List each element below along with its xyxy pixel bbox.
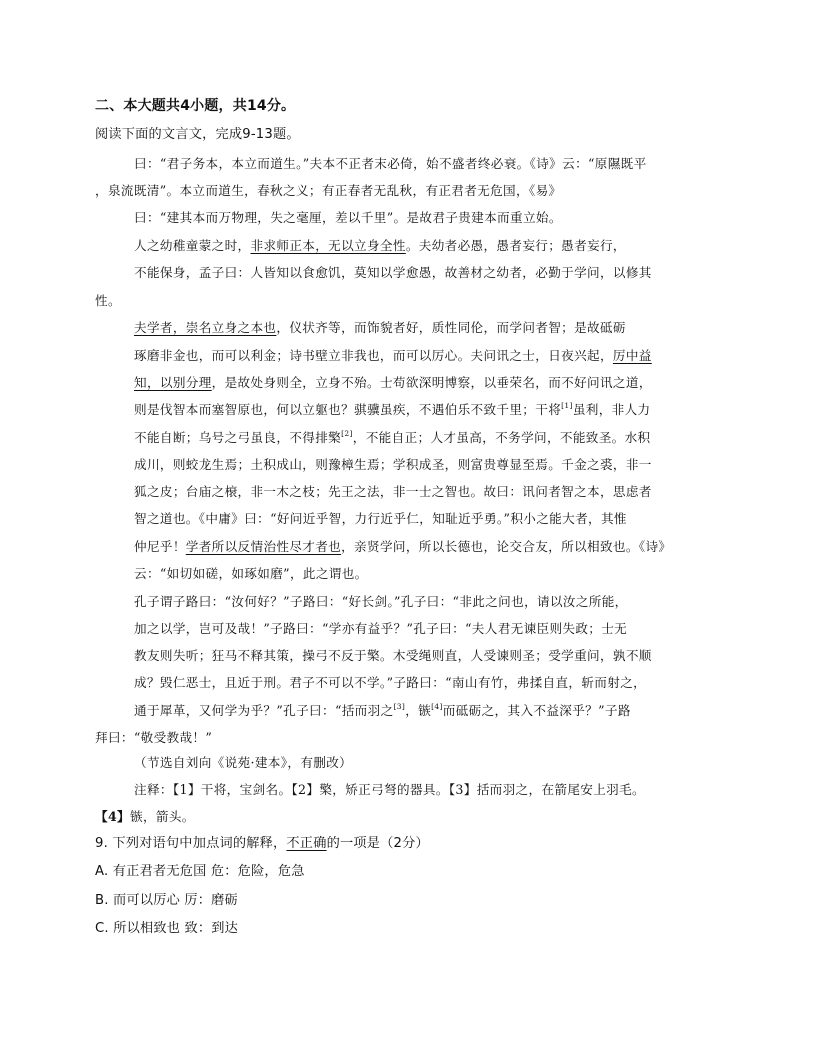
- passage-line: [134, 156, 647, 172]
- passage-line: [134, 484, 652, 500]
- footnote-marker: [4]: [431, 702, 443, 711]
- passage-text: 不能自断；乌号之弓虽良，不得排檠: [134, 430, 342, 445]
- passage-text: 成川，则蛟龙生焉；土积成山，则豫樟生焉；学积成圣，则富贵尊显至焉。千金之裘，非一: [134, 457, 652, 472]
- passage-text: 。夫幼者必愚，愚者妄行；愚者妄行，: [405, 238, 626, 253]
- passage-line: [134, 703, 631, 719]
- underlined-phrase: 夫学者，崇名立身之本也: [134, 320, 277, 335]
- passage-line: [134, 375, 652, 391]
- passage-text: ，泉流既清”。本立而道生，春秋之义；有正春者无乱秋，有正君者无危国，《易》: [95, 183, 562, 198]
- passage-text: 性。: [95, 293, 121, 308]
- passage-line: [95, 293, 121, 309]
- passage-text: 则是伐智本而塞智原也，何以立躯也？骐骥虽疾，不遇伯乐不致千里；干将: [134, 402, 562, 417]
- passage-text: 拜曰：“敬受教哉！”: [95, 730, 213, 745]
- question-stem-emphasis: 不正确: [286, 836, 327, 851]
- passage-line: [134, 621, 627, 637]
- passage-text: 人之幼稚童蒙之时，: [134, 238, 251, 253]
- annotation-line-2: [95, 809, 195, 825]
- passage-text: 不能保身，孟子曰：人皆知以食愈饥，莫知以学愈愚，故善材之幼者，必勤于学问，以修其: [134, 265, 652, 280]
- option-a: A. 有正君者无危国 危：危险，危急: [95, 864, 305, 879]
- passage-line: [134, 430, 651, 446]
- passage-text: 教友则失听；狂马不释其策，操弓不反于檠。木受绳则直，人受谏则圣；受学重问，孰不顺: [134, 648, 652, 663]
- question-stem-pre: 9. 下列对语句中加点词的解释，: [95, 836, 287, 851]
- option-b: B. 而可以厉心 厉：磨砺: [95, 893, 238, 908]
- passage-text: 智之道也。《中庸》曰：“好问近乎智，力行近乎仁，知耻近乎勇。”积小之能大者，其惟: [134, 511, 627, 526]
- passage-line: [134, 210, 562, 226]
- passage-line: [134, 320, 626, 336]
- passage-text: ，不能自正；人才虽高，不务学问，不能致圣。水积: [352, 430, 651, 445]
- passage-text: 孔子谓子路曰：“汝何好？”子路曰：“好长剑。”孔子曰：“非此之问也，请以汝之所能，: [134, 594, 628, 609]
- footnote-marker: [1]: [561, 401, 573, 410]
- passage-line: [134, 566, 368, 582]
- annotation-number: 【4】: [95, 809, 131, 824]
- footnote-marker: [2]: [341, 429, 353, 438]
- passage-line: [134, 265, 652, 281]
- passage-line: [95, 183, 561, 199]
- section-heading: 二、本大题共4小题，共14分。: [95, 98, 296, 114]
- passage-text: 仲尼乎！: [134, 539, 186, 554]
- passage-line: [134, 539, 671, 555]
- passage-text: ，是故处身则全，立身不殆。士苟欲深明博察，以垂荣名，而不好问讯之道，: [211, 375, 652, 390]
- passage-text: 云：“如切如磋，如琢如磨”，此之谓也。: [134, 566, 368, 581]
- underlined-phrase: 学者所以反情治性尽才者也: [185, 539, 342, 554]
- option-c: C. 所以相致也 致：到达: [95, 921, 239, 936]
- passage-line: [95, 730, 212, 746]
- passage-text: 而砥砺之，其入不益深乎？”子路: [442, 703, 631, 718]
- passage-text: 通于犀革，又何学为乎？”孔子曰：“括而羽之: [134, 703, 394, 718]
- underlined-phrase: 知，以别分理: [134, 375, 212, 390]
- passage-text: 琢磨非金也，而可以利金；诗书壁立非我也，而可以厉心。夫问讯之士，日夜兴起，: [134, 348, 613, 363]
- passage-line: [134, 457, 652, 473]
- passage-line: [134, 648, 652, 664]
- passage-line: [134, 402, 651, 418]
- question-stem-post: 的一项是（2分）: [326, 836, 429, 851]
- passage-line: [134, 675, 646, 691]
- passage-line: [134, 511, 627, 527]
- footnote-marker: [3]: [393, 702, 406, 711]
- passage-line: [134, 594, 628, 610]
- annotation-text: 镞，箭头。: [130, 809, 195, 824]
- passage-text: ，仪状齐等，而饰貌者好，质性同伦，而学问者智；是故砥砺: [276, 320, 626, 335]
- reading-instruction: 阅读下面的文言文，完成9-13题。: [95, 127, 300, 142]
- passage-text: 狐之皮；台庙之榱，非一木之枝；先王之法，非一士之智也。故曰：讯问者智之本，思虑者: [134, 484, 652, 499]
- passage-text: 加之以学，岂可及哉！”子路曰：“学亦有益乎？”孔子曰：“夫人君无谏臣则失政；士无: [134, 621, 628, 636]
- underlined-phrase: 非求师正本，无以立身全性: [250, 238, 406, 253]
- underlined-phrase: 厉中益: [612, 348, 652, 363]
- passage-line: [134, 238, 626, 254]
- source-note: （节选自刘向《说苑·建本》，有删改）: [134, 755, 353, 770]
- passage-text: 成？毁仁恶士，且近于刑。君子不可以不学。”子路曰：“南山有竹，弗揉自直，斩而射之，: [134, 675, 647, 690]
- passage-line: [134, 348, 652, 364]
- passage-text: ，亲贤学问，所以长德也，论交合友，所以相致也。《诗》: [341, 539, 672, 554]
- annotation-line-1: 注释：【1】干将，宝剑名。【2】檠，矫正弓弩的器具。【3】括而羽之，在箭尾安上羽毛。: [134, 782, 645, 797]
- question-9-stem: [95, 836, 429, 852]
- passage-text: 曰：“君子务本，本立而道生。”夫本不正者末必倚，始不盛者终必衰。《诗》云：“原隰既平: [134, 156, 647, 171]
- passage-text: 虽利，非人力: [572, 402, 651, 417]
- passage-text: 曰：“建其本而万物理，失之毫厘，差以千里”。是故君子贵建本而重立始。: [134, 210, 562, 225]
- passage-text: ，镞: [405, 703, 432, 718]
